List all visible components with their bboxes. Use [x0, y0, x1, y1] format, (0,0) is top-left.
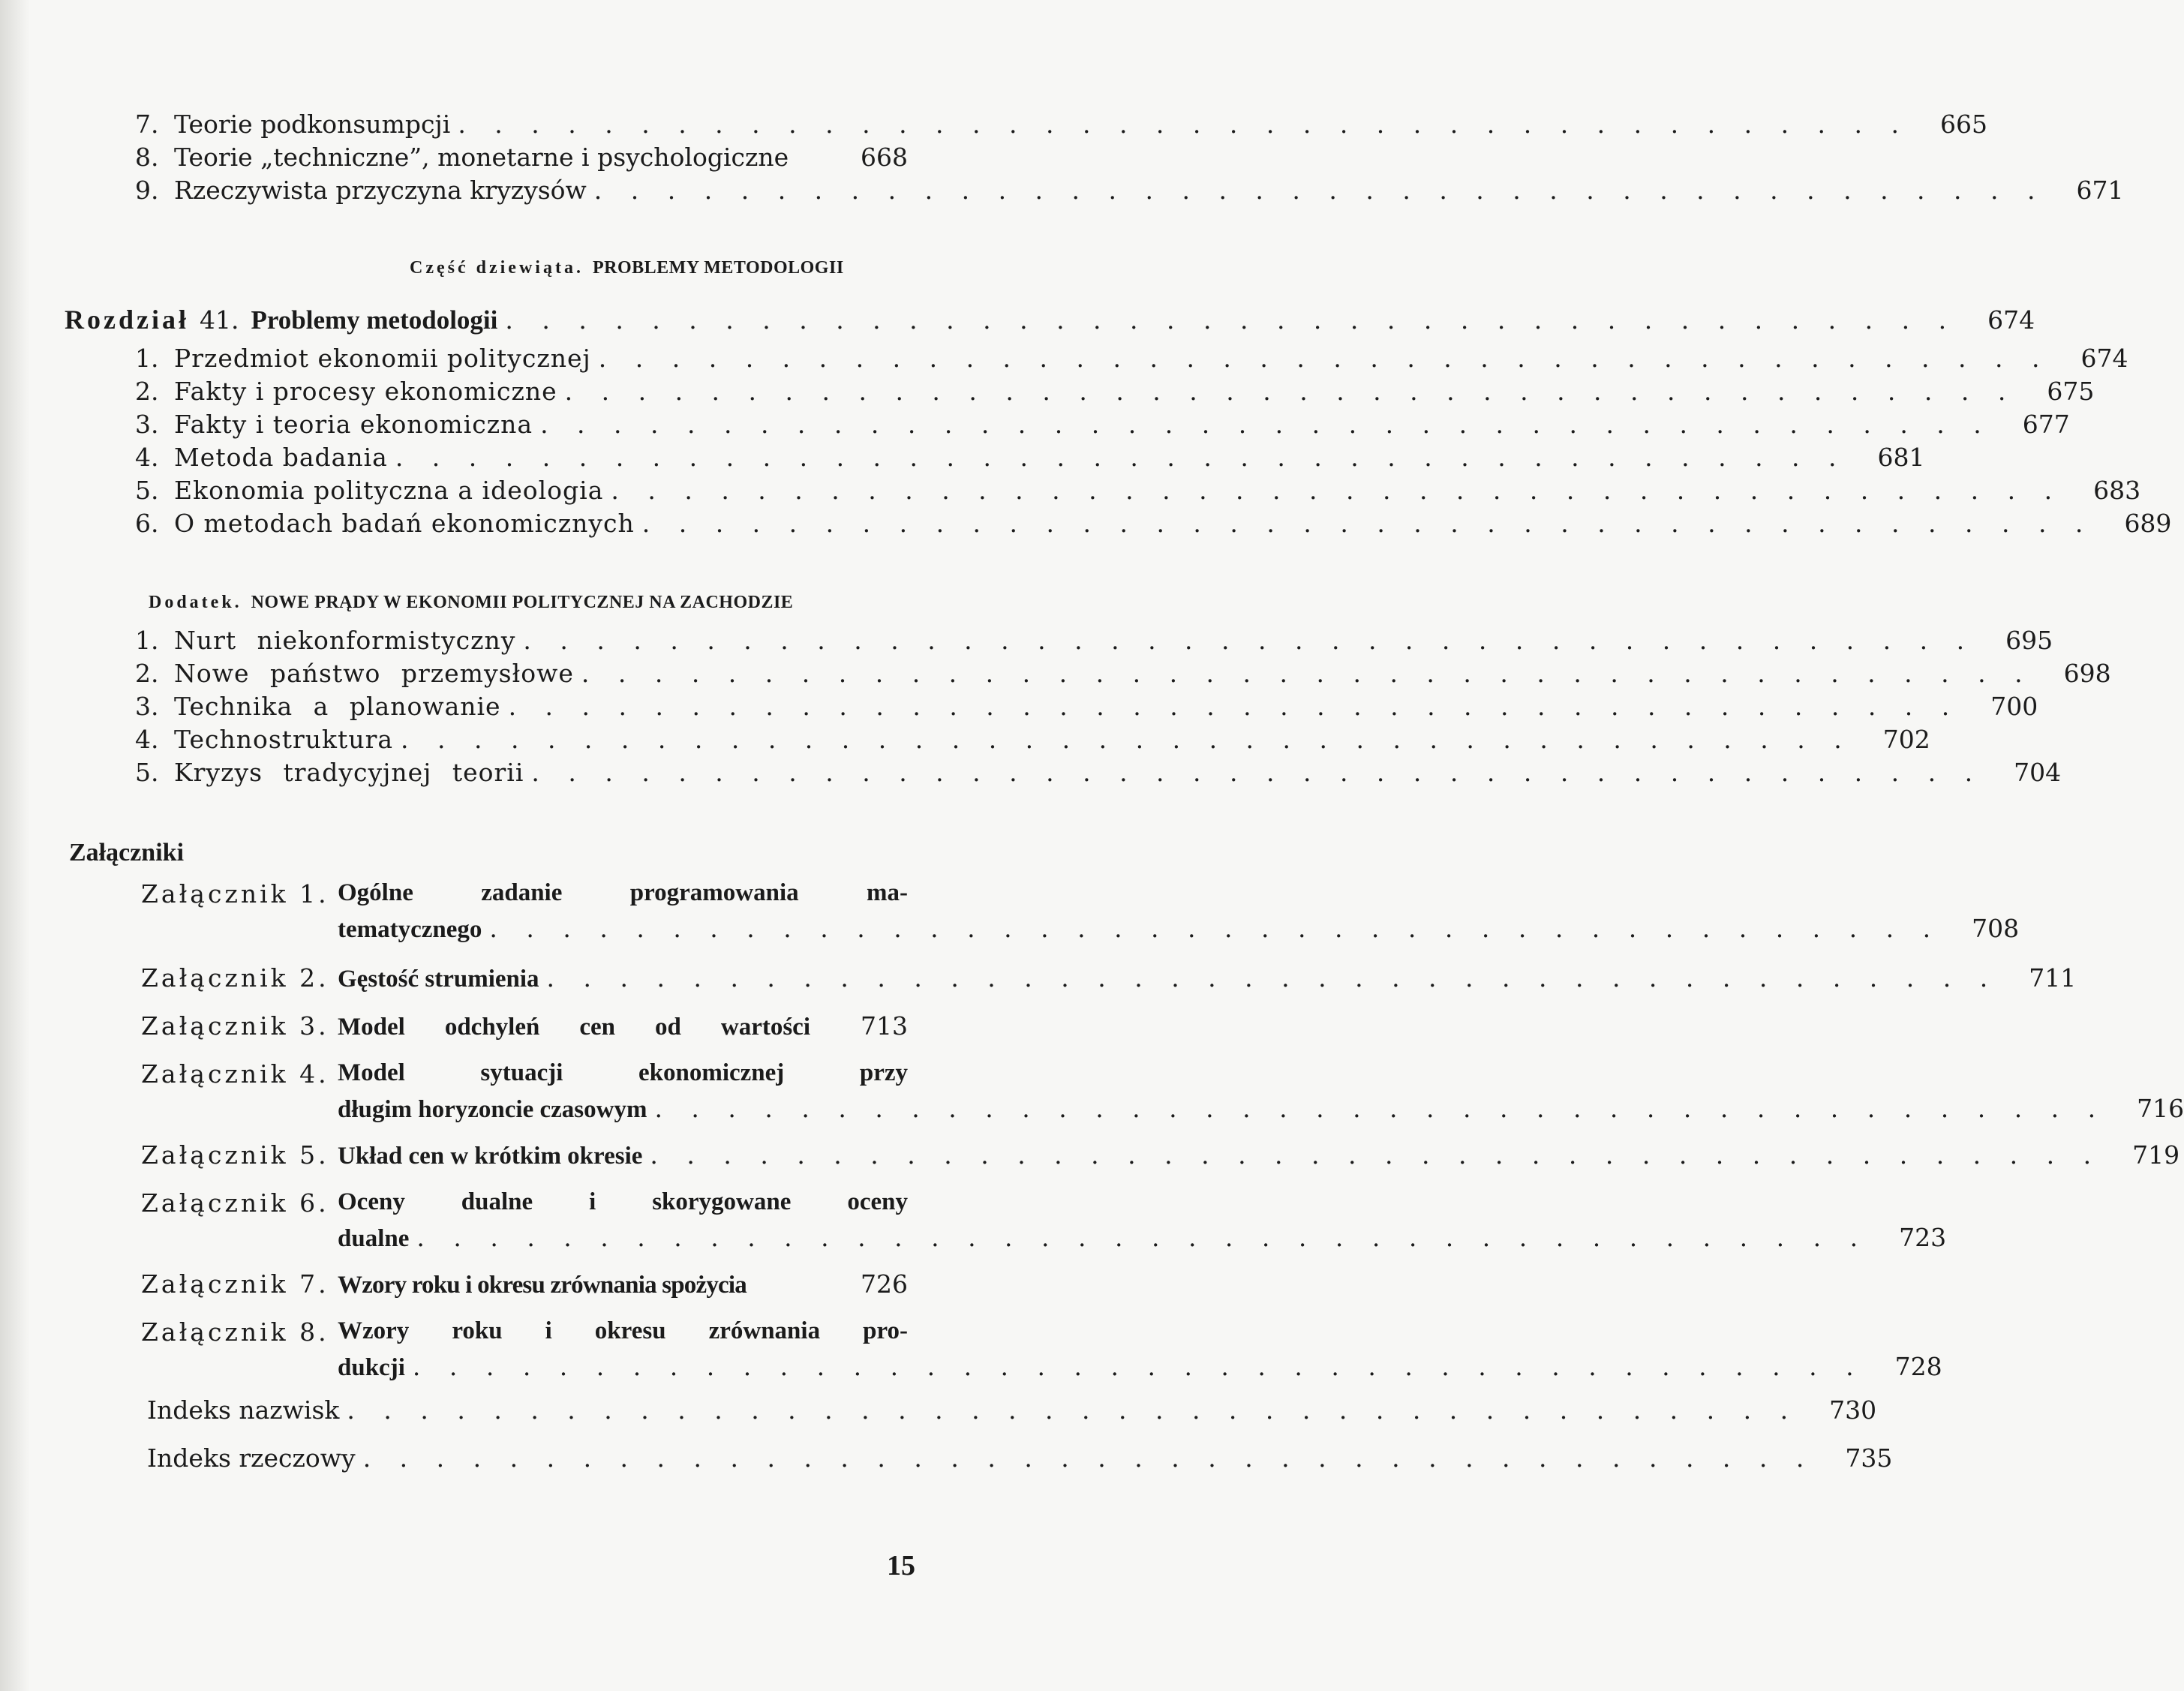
leader-dots: . . . . . . . . . . . . . . . . . . . . . . . . . . . . . . . . . . . . . . . . — [416, 1223, 1869, 1252]
annex-page: 728 — [1894, 1352, 1942, 1381]
entry-title: Przedmiot ekonomii politycznej — [174, 344, 591, 373]
entry-page: 674 — [2080, 344, 2128, 373]
toc-entry — [135, 176, 2124, 210]
entry-number: 3. — [135, 692, 159, 721]
leader-dots: . . . . . . . . . . . . . . . . . . . . . . . . . . . . . . . . . . . . . . . . — [650, 1140, 2102, 1170]
entry-number: 4. — [135, 725, 159, 754]
annex-label: Załącznik 7. — [141, 1269, 329, 1299]
entry-title: Nurt niekonformistyczny — [174, 626, 516, 655]
leader-dots: . . . . . . . . . . . . . . . . . . . . . . . . . . . . . . . . . . . . . . . . — [362, 1443, 1815, 1473]
annex-title-line1: Układ cen w krótkim okresie — [338, 1143, 643, 1170]
toc-entry — [135, 377, 2095, 411]
annex-title-line2: długim horyzoncie czasowym — [338, 1096, 647, 1123]
annex-entry — [141, 963, 2077, 998]
index-page: 735 — [1845, 1443, 1893, 1473]
leader-dots: . . . . . . . . . . . . . . . . . . . . . . . . . . . . . . . . . . . . . . . . — [508, 692, 1960, 721]
toc-entry — [135, 344, 2128, 378]
entry-number: 9. — [135, 176, 159, 205]
annex-entry — [141, 1011, 908, 1046]
entry-title: Rzeczywista przyczyna kryzysów — [174, 176, 587, 205]
part-prefix: Część dziewiąta. — [410, 258, 584, 278]
annex-page: 719 — [2132, 1140, 2180, 1170]
index-title: Indeks nazwisk — [147, 1395, 340, 1425]
toc-entry — [135, 509, 2172, 543]
entry-number: 4. — [135, 443, 159, 472]
annex-label: Załącznik 4. — [141, 1059, 329, 1089]
annex-label: Załącznik 2. — [141, 963, 329, 993]
entry-page: 675 — [2047, 377, 2095, 406]
appendix-prefix: Dodatek. — [149, 593, 242, 612]
leader-dots: . . . . . . . . . . . . . . . . . . . . . . . . . . . . . . . . . . . . . . . . — [654, 1094, 2107, 1123]
toc-entry — [135, 692, 2038, 726]
toc-entry — [135, 443, 1925, 477]
leader-dots: . . . . . . . . . . . . . . . . . . . . . . . . . . . . . . . . . . . . . . . . — [395, 443, 1847, 472]
leader-dots: . . . . . . . . . . . . . . . . . . . . . . . . . . . . . . . . . . . . . . . . — [540, 410, 1992, 439]
leader-dots: . . . . . . . . . . . . . . . . . . . . . . . . . . . . . . . . . . . . . . . . — [598, 344, 2050, 373]
entry-title: O metodach badań ekonomicznych — [174, 509, 635, 538]
annexes-heading: Załączniki — [69, 839, 185, 867]
toc-entry — [135, 143, 908, 177]
leader-dots: . . . . . . . . . . . . . . . . . . . . . . . . . . . . . . . . . . . . . . . . — [593, 176, 2046, 205]
leader-dots: . . . . . . . . . . . . . . . . . . . . . . . . . . . . . . . . . . . . . . . . — [347, 1395, 1799, 1425]
toc-entry — [135, 758, 2062, 792]
annex-entry — [141, 1140, 2180, 1175]
entry-page: 683 — [2093, 476, 2141, 505]
annex-title-line1: Wzory roku i okresu zrównania pro- — [338, 1317, 908, 1344]
leader-dots: . . . . . . . . . . . . . . . . . . . . . . . . . . . . . . . . . . . . . . . . — [546, 963, 1999, 993]
entry-page: 677 — [2022, 410, 2070, 439]
annex-title-line1: Model odchyleń cen od wartości — [338, 1014, 810, 1041]
entry-number: 1. — [135, 626, 159, 655]
toc-entry — [135, 110, 1988, 144]
entry-page: 671 — [2076, 176, 2124, 205]
annex-title-line2: tematycznego — [338, 916, 482, 943]
entry-title: Metoda badania — [174, 443, 388, 472]
annex-title-line1: Gęstość strumienia — [338, 966, 539, 993]
entry-page: 689 — [2124, 509, 2172, 538]
annex-title-line1: Ogólne zadanie programowania ma- — [338, 879, 908, 906]
leader-dots: . . . . . . . . . . . . . . . . . . . . . . . . . . . . . . . . . . . . . . . . — [564, 377, 2017, 406]
annex-label: Załącznik 6. — [141, 1188, 329, 1218]
annex-title-line1: Model sytuacji ekonomicznej przy — [338, 1059, 908, 1086]
entry-number: 5. — [135, 758, 159, 787]
leader-dots: . . . . . . . . . . . . . . . . . . . . . . . . . . . . . . . . . . . . . . . . — [611, 476, 2063, 505]
annex-title-line1: Oceny dualne i skorygowane oceny — [338, 1188, 908, 1215]
entry-page: 702 — [1882, 725, 1930, 754]
toc-entry — [135, 410, 2070, 444]
annex-entry — [141, 1269, 908, 1304]
entry-title: Teorie „techniczne”, monetarne i psychologiczne — [174, 143, 789, 172]
annex-title-line2: dualne — [338, 1225, 410, 1252]
annex-entry — [141, 1059, 2184, 1128]
entry-page: 668 — [861, 143, 908, 172]
annex-page: 726 — [861, 1269, 908, 1299]
leader-dots: . . . . . . . . . . . . . . . . . . . . . . . . . . . . . . . . . . . . . . . . — [641, 509, 2094, 538]
entry-page: 698 — [2063, 659, 2111, 688]
entry-number: 6. — [135, 509, 159, 538]
entry-page: 704 — [2014, 758, 2062, 787]
chapter-word: Rozdział — [65, 305, 189, 335]
entry-number: 1. — [135, 344, 159, 373]
entry-number: 2. — [135, 659, 159, 688]
index-entry — [147, 1443, 1893, 1473]
chapter-title: Problemy metodologii — [251, 305, 498, 335]
entry-title: Fakty i teoria ekonomiczna — [174, 410, 533, 439]
part-title: PROBLEMY METODOLOGII — [592, 258, 844, 278]
entry-number: 8. — [135, 143, 159, 172]
annex-title-line2: dukcji — [338, 1354, 405, 1381]
leader-dots: . . . . . . . . . . . . . . . . . . . . . . . . . . . . . . . . . . . . . . . . — [489, 914, 1942, 943]
annex-title-line1: Wzory roku i okresu zrównania spożycia — [338, 1272, 747, 1299]
leader-dots: . . . . . . . . . . . . . . . . . . . . . . . . . . . . . . . . . . . . . . . . — [401, 725, 1852, 754]
annex-label: Załącznik 1. — [141, 879, 329, 909]
annex-label: Załącznik 5. — [141, 1140, 329, 1170]
leader-dots: . . . . . . . . . . . . . . . . . . . . . . . . . . . . . . . . . . . . . . . . — [505, 305, 1957, 335]
annex-entry — [141, 879, 2020, 948]
annex-page: 723 — [1899, 1223, 1947, 1252]
annex-label: Załącznik 8. — [141, 1317, 329, 1347]
index-page: 730 — [1829, 1395, 1877, 1425]
entry-title: Teorie podkonsumpcji — [174, 110, 451, 139]
part-heading — [410, 258, 844, 278]
entry-page: 681 — [1877, 443, 1925, 472]
entry-title: Kryzys tradycyjnej teorii — [174, 758, 524, 787]
appendix-title: NOWE PRĄDY W EKONOMII POLITYCZNEJ NA ZACHODZIE — [251, 593, 794, 612]
appendix-heading — [149, 593, 793, 613]
page-number: 15 — [887, 1550, 915, 1581]
annex-page: 711 — [2029, 963, 2077, 993]
leader-dots: . . . . . . . . . . . . . . . . . . . . . . . . . . . . . . . . . . . . . . . . — [523, 626, 1975, 655]
toc-entry — [135, 476, 2141, 510]
entry-title: Technostruktura — [174, 725, 394, 754]
annex-page: 708 — [1972, 914, 2020, 943]
entry-page: 700 — [1990, 692, 2038, 721]
entry-number: 2. — [135, 377, 159, 406]
toc-entry — [135, 725, 1930, 759]
annex-page: 716 — [2137, 1094, 2184, 1123]
entry-title: Ekonomia polityczna a ideologia — [174, 476, 604, 505]
leader-dots: . . . . . . . . . . . . . . . . . . . . . . . . . . . . . . . . . . . . . . . . — [531, 758, 1984, 787]
leader-dots: . . . . . . . . . . . . . . . . . . . . . . . . . . . . . . . . . . . . . . . . — [412, 1352, 1864, 1381]
chapter-heading — [65, 304, 2035, 338]
annex-entry — [141, 1317, 1942, 1386]
entry-title: Fakty i procesy ekonomiczne — [174, 377, 557, 406]
entry-page: 665 — [1940, 110, 1988, 139]
toc-entry — [135, 626, 2053, 660]
toc-entry — [135, 659, 2111, 693]
entry-number: 3. — [135, 410, 159, 439]
index-entry — [147, 1395, 1877, 1425]
entry-title: Nowe państwo przemysłowe — [174, 659, 574, 688]
annex-label: Załącznik 3. — [141, 1011, 329, 1041]
chapter-number: 41. — [199, 305, 239, 335]
annex-page: 713 — [861, 1011, 908, 1041]
entry-page: 695 — [2005, 626, 2053, 655]
leader-dots: . . . . . . . . . . . . . . . . . . . . . . . . . . . . . . . . . . . . . . . . — [581, 659, 2033, 688]
leader-dots: . . . . . . . . . . . . . . . . . . . . . . . . . . . . . . . . . . . . . . . . — [458, 110, 1910, 139]
index-title: Indeks rzeczowy — [147, 1443, 356, 1473]
entry-number: 7. — [135, 110, 159, 139]
entry-title: Technika a planowanie — [174, 692, 501, 721]
entry-number: 5. — [135, 476, 159, 505]
chapter-page: 674 — [1987, 305, 2035, 335]
annex-entry — [141, 1188, 1947, 1257]
